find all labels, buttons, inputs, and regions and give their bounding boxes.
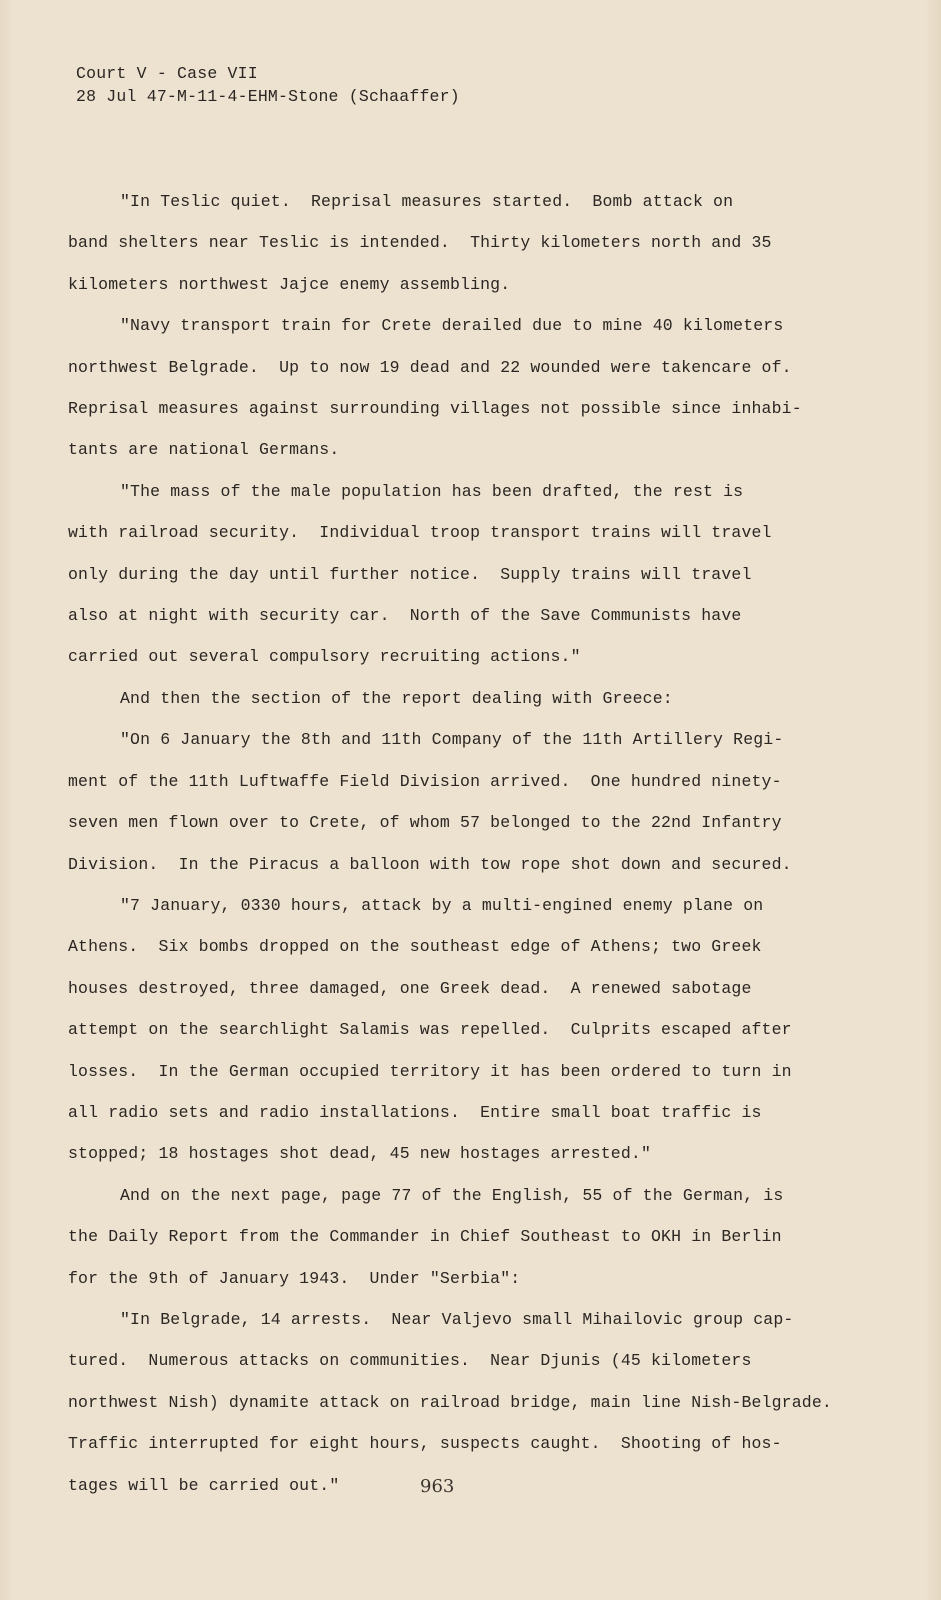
transcript-paragraph bbox=[68, 1175, 868, 1299]
transcript-line: Reprisal measures against surrounding villages not possible since inhabi- bbox=[68, 399, 802, 419]
transcript-line: attempt on the searchlight Salamis was repelled. Culprits escaped after bbox=[68, 1020, 792, 1040]
transcript-paragraph bbox=[68, 181, 868, 305]
transcript-line: "The mass of the male population has been drafted, the rest is bbox=[120, 481, 744, 501]
transcript-line: all radio sets and radio installations. Entire small boat traffic is bbox=[68, 1102, 762, 1122]
transcript-line: stopped; 18 hostages shot dead, 45 new hostages arrested." bbox=[68, 1144, 651, 1164]
transcript-line: And on the next page, page 77 of the English, 55 of the German, is bbox=[120, 1185, 784, 1205]
transcript-line: tages will be carried out." bbox=[68, 1475, 340, 1495]
transcript-paragraph bbox=[68, 678, 868, 719]
transcript-line: for the 9th of January 1943. Under "Serbia": bbox=[68, 1268, 521, 1288]
transcript-line: Division. In the Piracus a balloon with tow rope shot down and secured. bbox=[68, 854, 792, 874]
transcript-line: losses. In the German occupied territory it has been ordered to turn in bbox=[68, 1061, 792, 1081]
page-number: 963 bbox=[420, 1476, 455, 1497]
transcript-line: with railroad security. Individual troop transport trains will travel bbox=[68, 523, 772, 543]
transcript-line: "In Belgrade, 14 arrests. Near Valjevo small Mihailovic group cap- bbox=[120, 1309, 794, 1329]
transcript-line: northwest Nish) dynamite attack on railroad bridge, main line Nish-Belgrade. bbox=[68, 1392, 832, 1412]
transcript-line: the Daily Report from the Commander in Chief Southeast to OKH in Berlin bbox=[68, 1227, 782, 1247]
transcript-line: seven men flown over to Crete, of whom 57 belonged to the 22nd Infantry bbox=[68, 813, 782, 833]
transcript-line: carried out several compulsory recruiting actions." bbox=[68, 647, 581, 667]
transcript-body bbox=[68, 181, 868, 1506]
transcript-line: "7 January, 0330 hours, attack by a multi-engined enemy plane on bbox=[120, 895, 764, 915]
header-session-line: 28 Jul 47-M-11-4-EHM-Stone (Schaaffer) bbox=[76, 87, 460, 106]
transcript-line: "In Teslic quiet. Reprisal measures started. Bomb attack on bbox=[120, 192, 734, 211]
transcript-line: tants are national Germans. bbox=[68, 440, 340, 460]
transcript-paragraph bbox=[68, 719, 868, 885]
transcript-line: "On 6 January the 8th and 11th Company of the 11th Artillery Regi- bbox=[120, 730, 784, 750]
document-header bbox=[76, 62, 460, 108]
transcript-paragraph bbox=[68, 885, 868, 1175]
transcript-line: Athens. Six bombs dropped on the southeast edge of Athens; two Greek bbox=[68, 937, 762, 957]
transcript-line: band shelters near Teslic is intended. Thirty kilometers north and 35 bbox=[68, 233, 772, 253]
transcript-paragraph bbox=[68, 305, 868, 471]
transcript-line: also at night with security car. North of the Save Communists have bbox=[68, 606, 742, 626]
transcript-line: only during the day until further notice. Supply trains will travel bbox=[68, 564, 752, 584]
transcript-line: And then the section of the report dealing with Greece: bbox=[120, 688, 673, 708]
transcript-line: houses destroyed, three damaged, one Greek dead. A renewed sabotage bbox=[68, 978, 752, 998]
transcript-line: northwest Belgrade. Up to now 19 dead and 22 wounded were takencare of. bbox=[68, 357, 792, 377]
transcript-line: ment of the 11th Luftwaffe Field Division arrived. One hundred ninety- bbox=[68, 771, 782, 791]
header-court-line: Court V - Case VII bbox=[76, 64, 258, 83]
transcript-paragraph bbox=[68, 471, 868, 678]
transcript-line: "Navy transport train for Crete derailed due to mine 40 kilometers bbox=[120, 316, 784, 336]
transcript-paragraph bbox=[68, 1299, 868, 1506]
transcript-line: Traffic interrupted for eight hours, suspects caught. Shooting of hos- bbox=[68, 1434, 782, 1454]
transcript-line: kilometers northwest Jajce enemy assembling. bbox=[68, 274, 511, 294]
transcript-line: tured. Numerous attacks on communities. Near Djunis (45 kilometers bbox=[68, 1351, 752, 1371]
